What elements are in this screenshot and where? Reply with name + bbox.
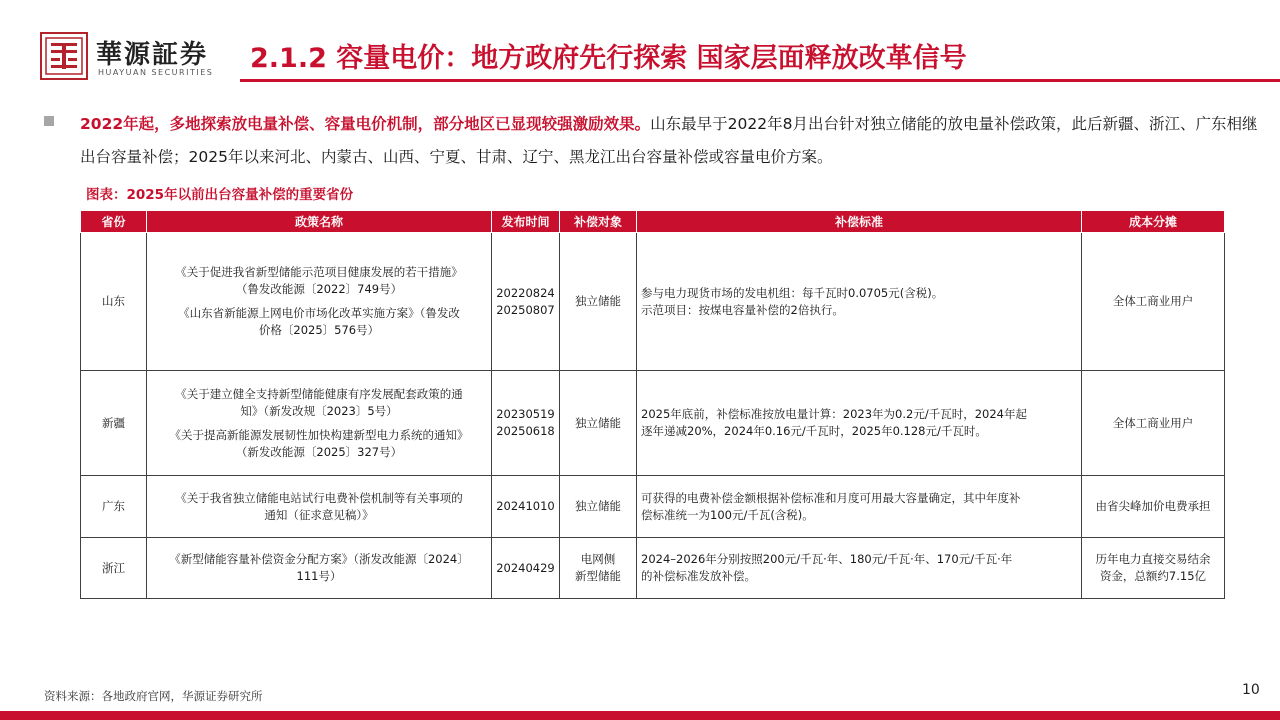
- policy-cell: 《新型储能容量补偿资金分配方案》（浙发改能源〔2024〕 111号）: [147, 538, 492, 599]
- seal-logo-icon: [40, 32, 88, 80]
- standard-cell: 2024–2026年分别按照200元/千瓦·年、180元/千瓦·年、170元/千瓦·年 的补偿标准发放补偿。: [637, 538, 1082, 599]
- header-province: 省份: [81, 211, 147, 233]
- title-divider: [240, 79, 1280, 82]
- header-compensation-standard: 补偿标准: [637, 211, 1082, 233]
- bullet-square-icon: [44, 116, 54, 126]
- header-release-date: 发布时间: [492, 211, 560, 233]
- table-row: [81, 538, 1225, 599]
- page-number: 10: [1242, 682, 1260, 698]
- header-policy-name: 政策名称: [147, 211, 492, 233]
- header-cost-allocation: 成本分摊: [1082, 211, 1225, 233]
- standard-cell: 2025年底前，补偿标准按放电量计算：2023年为0.2元/千瓦时，2024年起 逐年递减20%，2024年0.16元/千瓦时，2025年0.128元/千瓦时。: [637, 371, 1082, 476]
- date-cell: 20230519 20250618: [492, 371, 560, 476]
- target-cell: 独立储能: [560, 233, 637, 371]
- table-caption: 图表：2025年以前出台容量补偿的重要省份: [86, 187, 354, 203]
- province-cell: 浙江: [81, 538, 147, 599]
- table-row: [81, 476, 1225, 538]
- policy-cell: [147, 233, 492, 371]
- policy-cell: [147, 371, 492, 476]
- intro-paragraph: [80, 108, 1260, 174]
- date-cell: 20241010: [492, 476, 560, 538]
- policy-entry: 《关于建立健全支持新型储能健康有序发展配套政策的通 知》（新发改规〔2023〕5号）: [175, 386, 463, 418]
- table-header-row: [81, 211, 1225, 233]
- policy-cell: 《关于我省独立储能电站试行电费补偿机制等有关事项的 通知（征求意见稿）》: [147, 476, 492, 538]
- date-cell: 20220824 20250807: [492, 233, 560, 371]
- cost-cell: 历年电力直接交易结余 资金，总额约7.15亿: [1082, 538, 1225, 599]
- cost-cell: 全体工商业用户: [1082, 233, 1225, 371]
- province-cell: 广东: [81, 476, 147, 538]
- cost-cell: 全体工商业用户: [1082, 371, 1225, 476]
- target-cell: 独立储能: [560, 476, 637, 538]
- standard-cell: 参与电力现货市场的发电机组：每千瓦时0.0705元(含税)。 示范项目：按煤电容量补偿的2倍执行。: [637, 233, 1082, 371]
- cost-cell: 由省尖峰加价电费承担: [1082, 476, 1225, 538]
- table-row: [81, 233, 1225, 371]
- brand-name-en: HUAYUAN SECURITIES: [98, 68, 214, 77]
- policy-table: [80, 210, 1225, 599]
- footer-bar: [0, 711, 1280, 720]
- source-note: 资料来源：各地政府官网，华源证券研究所: [44, 689, 263, 703]
- header-compensation-target: 补偿对象: [560, 211, 637, 233]
- intro-body: 山东最早于2022年8月出台针对独立储能的放电量补偿政策，此后新疆、浙江、广东相继出台容量补偿；2025年以来河北、内蒙古、山西、宁夏、甘肃、辽宁、黑龙江出台容量补偿或容量电价方案。: [80, 115, 1258, 166]
- standard-cell: 可获得的电费补偿金额根据补偿标准和月度可用最大容量确定，其中年度补 偿标准统一为100元/千瓦(含税)。: [637, 476, 1082, 538]
- policy-entry: 《关于提高新能源发展韧性加快构建新型电力系统的通知》 （新发改能源〔2025〕327号）: [169, 427, 469, 459]
- date-cell: 20240429: [492, 538, 560, 599]
- policy-entry: 《山东省新能源上网电价市场化改革实施方案》（鲁发改 价格〔2025〕576号）: [178, 306, 460, 337]
- brand-name-cn: 華源証券: [96, 40, 209, 70]
- policy-entry: 《关于促进我省新型储能示范项目健康发展的若干措施》 （鲁发改能源〔2022〕749号）: [175, 265, 463, 296]
- target-cell: 独立储能: [560, 371, 637, 476]
- intro-highlight: 2022年起，多地探索放电量补偿、容量电价机制，部分地区已显现较强激励效果。: [80, 115, 651, 133]
- brand-logo: [40, 32, 240, 84]
- province-cell: 山东: [81, 233, 147, 371]
- page-title: 2.1.2 容量电价：地方政府先行探索 国家层面释放改革信号: [250, 43, 967, 74]
- province-cell: 新疆: [81, 371, 147, 476]
- table-row: [81, 371, 1225, 476]
- target-cell: 电网侧 新型储能: [560, 538, 637, 599]
